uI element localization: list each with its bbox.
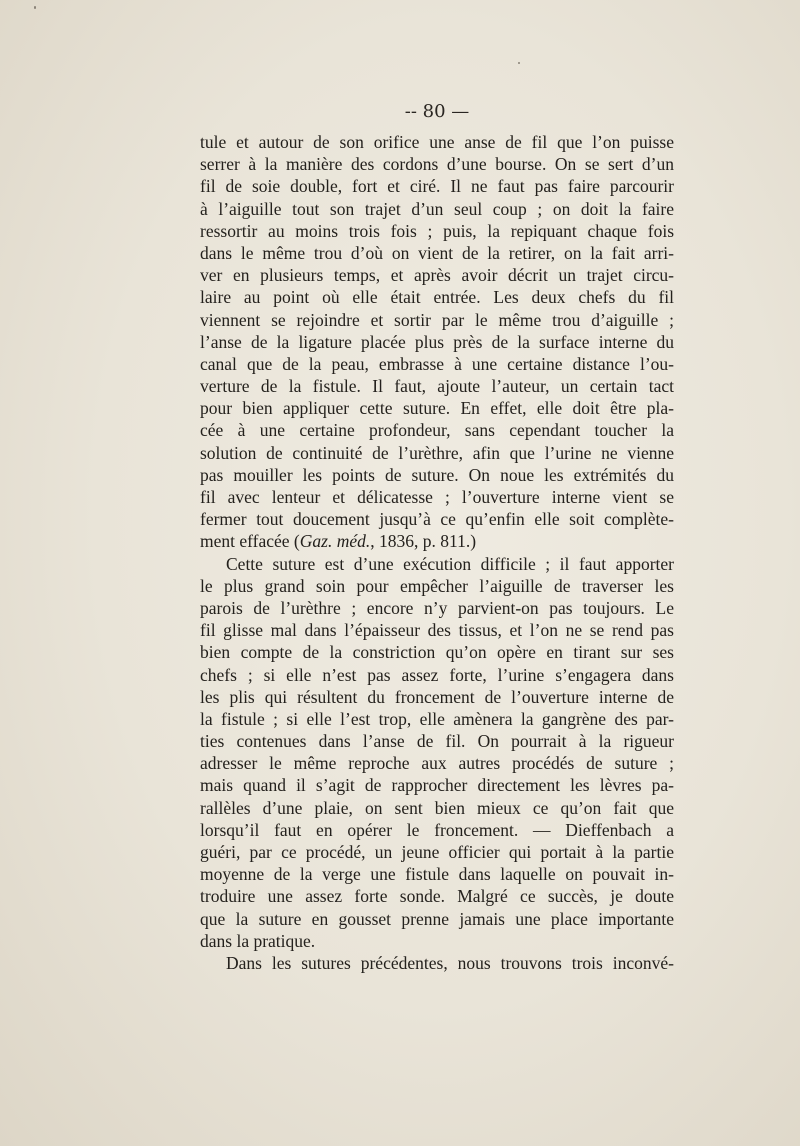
text-line: fil glisse mal dans l’épaisseur des tissus, et l’on ne se rend pas: [200, 620, 674, 641]
citation-journal: Gaz. méd.: [299, 531, 371, 552]
text-line: ressortir au moins trois fois ; puis, la repiquant chaque fois: [200, 220, 674, 241]
text-line: pas mouiller les points de suture. On noue les extrémités du: [200, 464, 674, 485]
text-line: viennent se rejoindre et sortir par le même trou d’aiguille ;: [200, 309, 674, 330]
paper-speck: [518, 62, 520, 64]
paper-speck: [34, 6, 36, 9]
text-line: chefs ; si elle n’est pas assez forte, l’urine s’engagera dans: [200, 664, 674, 685]
text-line: laire au point où elle était entrée. Les deux chefs du fil: [200, 287, 674, 308]
text-line: adresser le même reproche aux autres procédés de suture ;: [200, 753, 674, 774]
citation-prefix: ment effacée (: [200, 531, 300, 552]
text-line: troduire une assez forte sonde. Malgré ce succès, je doute: [200, 886, 674, 907]
text-line: lorsqu’il faut en opérer le froncement. — Dieffenbach a: [200, 819, 674, 840]
text-line: fil de soie double, fort et ciré. Il ne faut pas faire parcourir: [200, 176, 674, 197]
text-line: dans le même trou d’où on vient de la retirer, on la fait arri-: [200, 242, 674, 263]
text-line: verture de la fistule. Il faut, ajoute l’auteur, un certain tact: [200, 376, 674, 397]
text-line: canal que de la peau, embrasse à une certaine distance l’ou-: [200, 353, 674, 374]
text-line: les plis qui résultent du froncement de l’ouverture interne de: [200, 686, 674, 707]
text-line: la fistule ; si elle l’est trop, elle amènera la gangrène des par-: [200, 708, 674, 729]
text-line: bien compte de la constriction qu’on opère en tirant sur ses: [200, 642, 674, 663]
text-line: solution de continuité de l’urèthre, afin que l’urine ne vienne: [200, 442, 674, 463]
text-line: guéri, par ce procédé, un jeune officier qui portait à la partie: [200, 842, 674, 862]
text-line: moyenne de la verge une fistule dans laquelle on pouvait in-: [200, 864, 674, 885]
text-line: fil avec lenteur et délicatesse ; l’ouverture interne vient se: [200, 487, 674, 507]
text-line: pour bien appliquer cette suture. En effet, elle doit être pla-: [200, 398, 674, 419]
text-line: ver en plusieurs temps, et après avoir décrit un trajet circu-: [200, 265, 674, 286]
text-line: Cette suture est d’une exécution difficile ; il faut apporter: [226, 553, 674, 574]
text-line: serrer à la manière des cordons d’une bourse. On se sert d’un: [200, 154, 674, 175]
text-line: à l’aiguille tout son trajet d’un seul coup ; on doit la faire: [200, 198, 674, 219]
text-line: que la suture en gousset prenne jamais une place importante: [200, 908, 674, 929]
text-line: tule et autour de son orifice une anse de fil que l’on puisse: [200, 132, 674, 152]
citation-suffix: , 1836, p. 811.): [370, 531, 477, 552]
text-line: mais quand il s’agit de rapprocher directement les lèvres pa-: [200, 775, 674, 796]
text-line: ties contenues dans l’anse de fil. On pourrait à la rigueur: [200, 731, 674, 752]
page-number: -- 80 —: [404, 101, 470, 122]
text-line: fermer tout doucement jusqu’à ce qu’enfin elle soit complète-: [200, 509, 674, 530]
text-line: le plus grand soin pour empêcher l’aiguille de traverser les: [200, 575, 674, 596]
text-line: Dans les sutures précédentes, nous trouvons trois inconvé-: [226, 952, 674, 973]
text-line: parois de l’urèthre ; encore n’y parvient-on pas toujours. Le: [200, 597, 674, 618]
body-text: [200, 131, 674, 974]
text-line: cée à une certaine profondeur, sans cependant toucher la: [200, 420, 674, 441]
text-line: rallèles d’une plaie, on sent bien mieux ce qu’on fait que: [200, 797, 674, 818]
text-line: l’anse de la ligature placée plus près de la surface interne du: [200, 331, 674, 352]
text-line-citation: [200, 530, 674, 552]
text-line: dans la pratique.: [200, 930, 316, 951]
